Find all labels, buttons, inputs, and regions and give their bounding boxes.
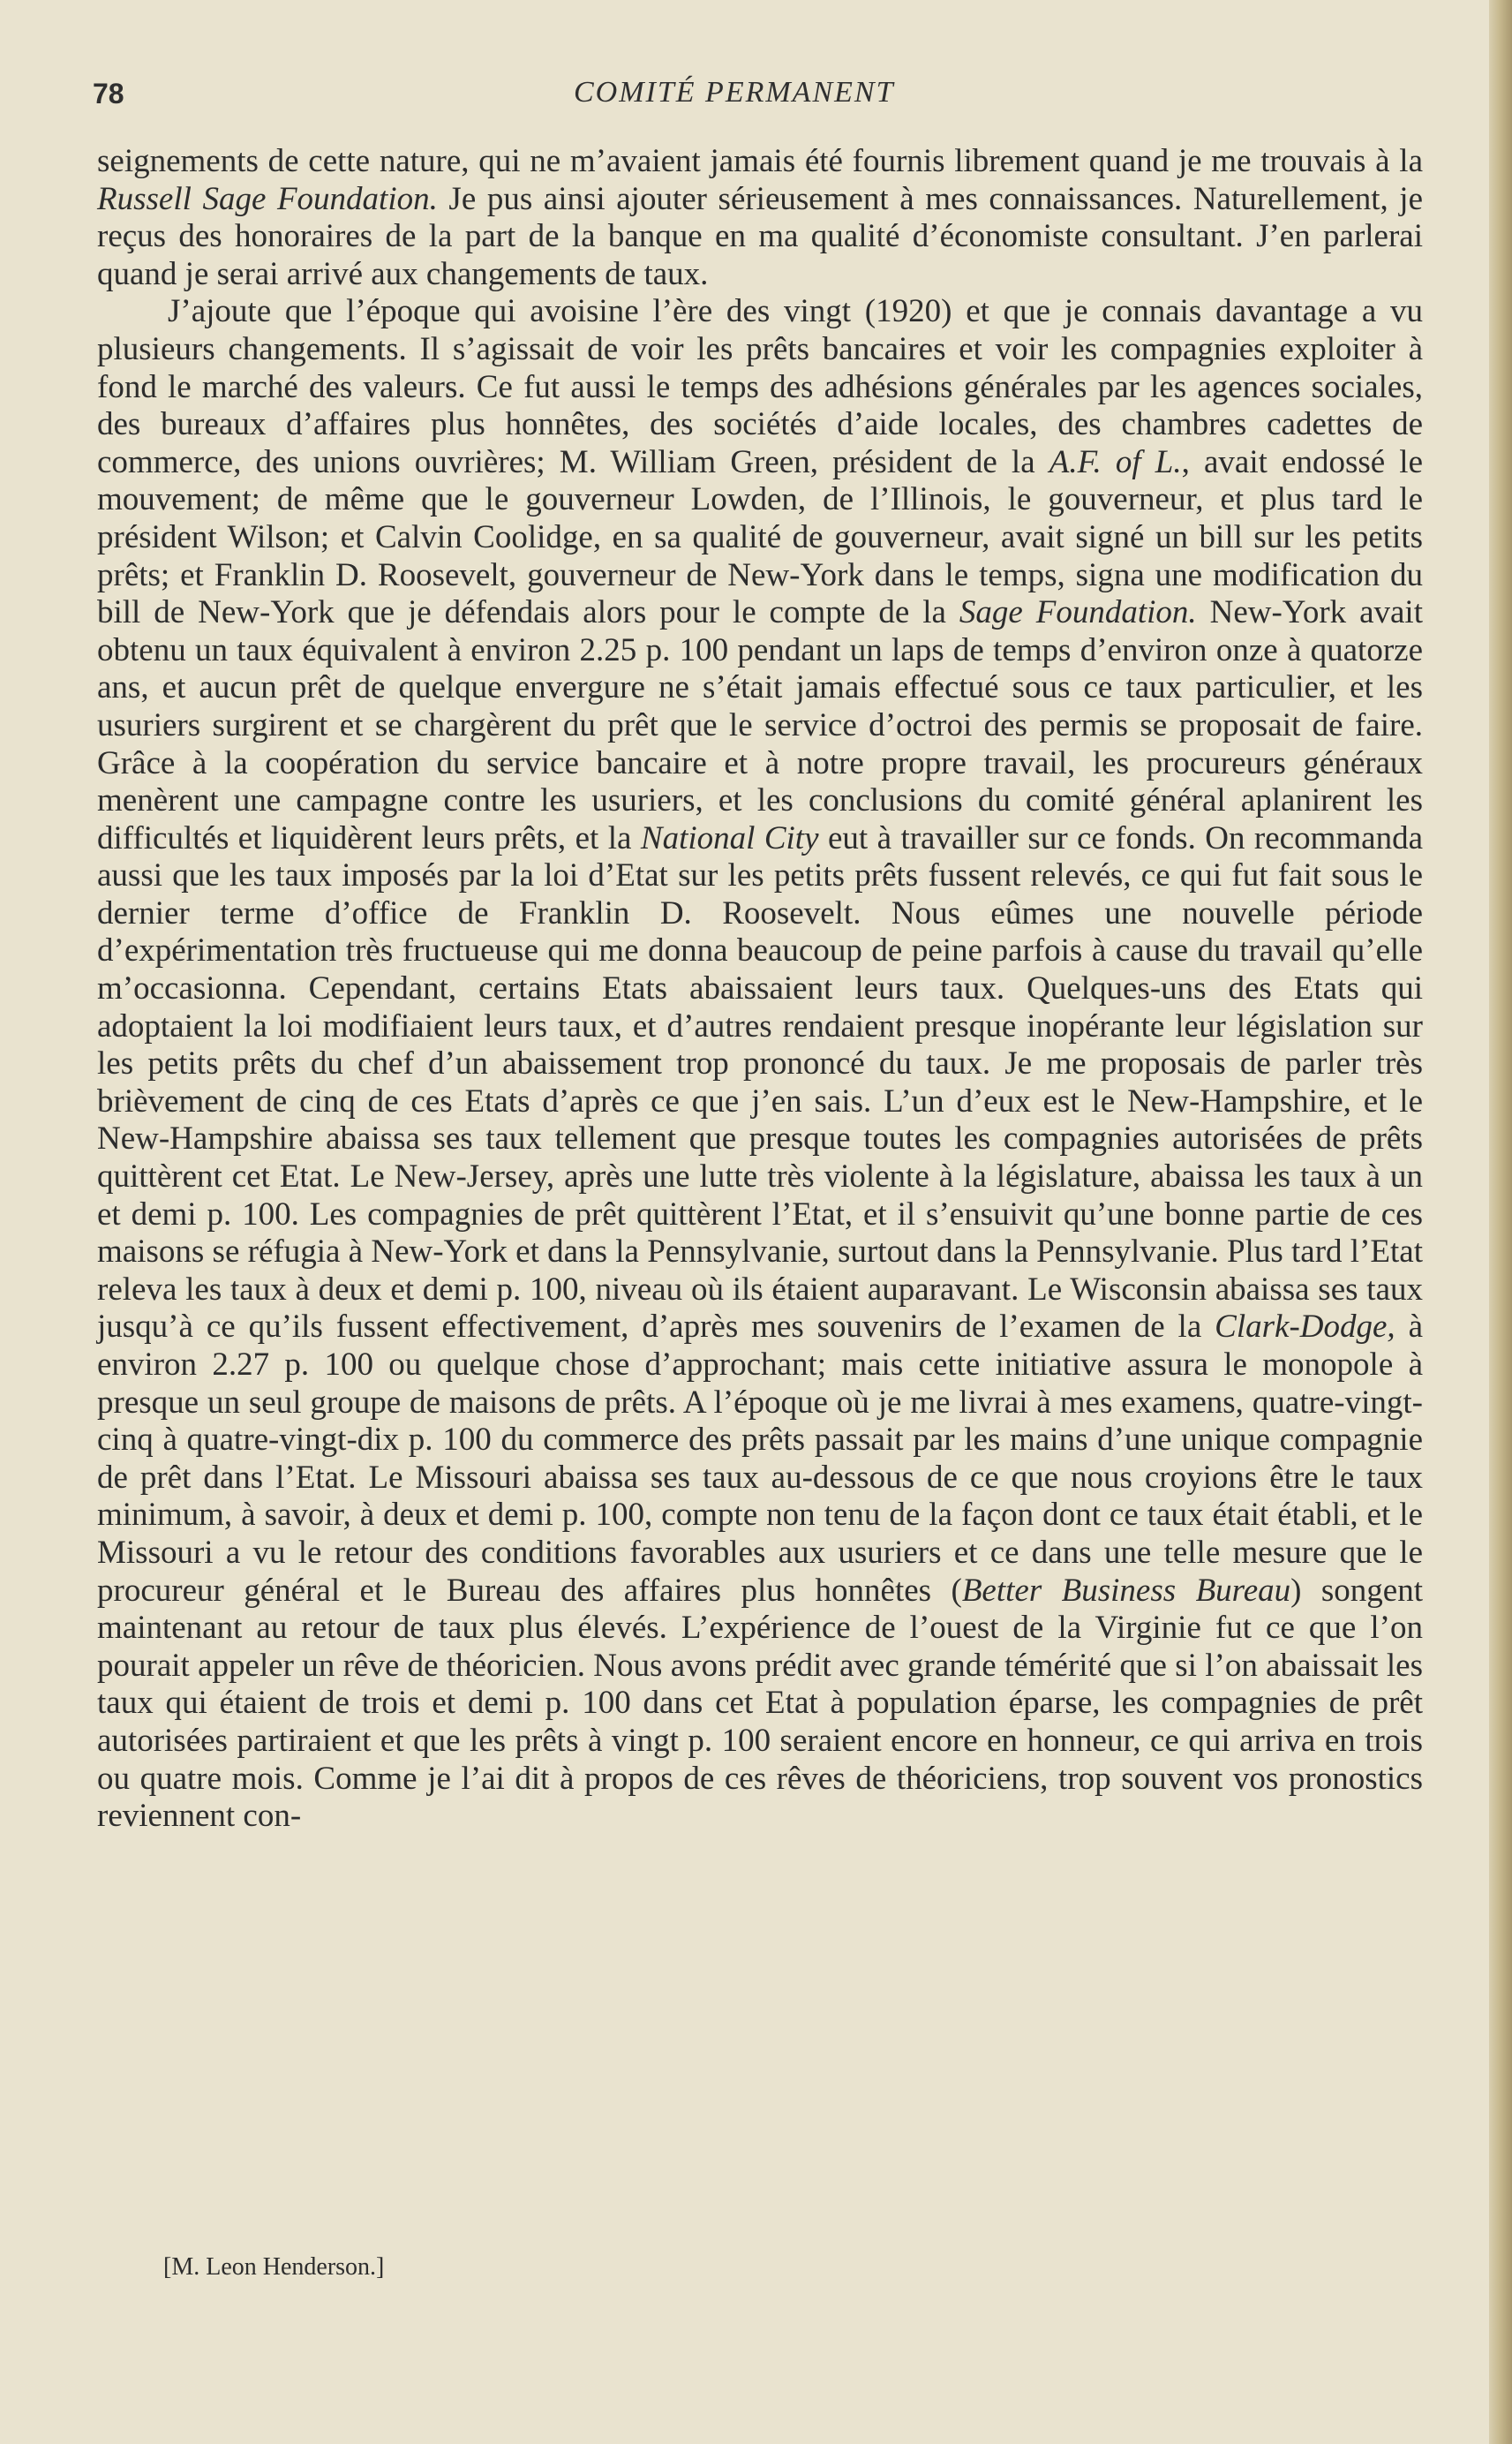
page-edge-shadow	[1489, 0, 1512, 2444]
page-number: 78	[93, 78, 124, 109]
speaker-footnote: [M. Leon Henderson.]	[163, 2253, 385, 2281]
paragraph-1: seignements de cette nature, qui ne m’avaient jamais été fournis librement quand je me trouvais à la Russell Sage Foundation. Je pus ainsi ajouter sérieusement à mes connaissances. Naturellement, je reçus des honoraires de la part de la banque en ma qualité d’économiste consultant. J’en parlerai quand je serai arrivé aux changements de taux.	[97, 143, 1423, 292]
running-title: COMITÉ PERMANENT	[574, 76, 895, 109]
body-text	[97, 143, 1423, 1836]
paragraph-2: J’ajoute que l’époque qui avoisine l’ère des vingt (1920) et que je connais davantage a vu plusieurs changements. Il s’agissait de voir les prêts bancaires et voir les compagnies exploiter à fond le marché des valeurs. Ce fut aussi le temps des adhésions générales par les agences sociales, des bureaux d’affaires plus honnêtes, des sociétés d’aide locales, des chambres cadettes de commerce, des unions ouvrières; M. William Green, président de la A.F. of L., avait endossé le mouvement; de même que le gouverneur Lowden, de l’Illinois, le gouverneur, et plus tard le président Wilson; et Calvin Coolidge, en sa qualité de gouverneur, avait signé un bill sur les petits prêts; et Franklin D. Roosevelt, gouverneur de New-York dans le temps, signa une modification du bill de New-York que je défendais alors pour le compte de la Sage Foundation. New-York avait obtenu un taux équivalent à environ 2.25 p. 100 pendant un laps de temps d’environ onze à quatorze ans, et aucun prêt de quelque envergure ne s’était jamais effectué sous ce taux particulier, et les usuriers surgirent et se chargèrent du prêt que le service d’octroi des permis se proposait de faire. Grâce à la coopération du service bancaire et à notre propre travail, les procureurs généraux menèrent une campagne contre les usuriers, et les conclusions du comité général aplanirent les difficultés et liquidèrent leurs prêts, et la National City eut à travailler sur ce fonds. On recommanda aussi que les taux imposés par la loi d’Etat sur les petits prêts fussent relevés, ce qui fut fait sous le dernier terme d’office de Franklin D. Roosevelt. Nous eûmes une nouvelle période d’expérimentation très fructueuse qui me donna beaucoup de peine parfois à cause du travail qu’elle m’occasionna. Cependant, certains Etats abaissaient leurs taux. Quelques-uns des Etats qui adoptaient la loi modifiaient leurs taux, et d’autres rendaient presque inopérante leur législation sur les petits prêts du chef d’un abaissement trop prononcé du taux. Je me proposais de parler très brièvement de cinq de ces Etats d’après ce que j’en sais. L’un d’eux est le New-Hampshire, et le New-Hampshire abaissa ses taux tellement que presque toutes les compagnies autorisées de prêts quittèrent cet Etat. Le New-Jersey, après une lutte très violente à la législature, abaissa les taux à un et demi p. 100. Les compagnies de prêt quittèrent l’Etat, et il s’ensuivit qu’une bonne partie de ces maisons se réfugia à New-York et dans la Pennsylvanie, surtout dans la Pennsylvanie. Plus tard l’Etat releva les taux à deux et demi p. 100, niveau où ils étaient auparavant. Le Wisconsin abaissa ses taux jusqu’à ce qu’ils fussent effectivement, d’après mes souvenirs de l’examen de la Clark-Dodge, à environ 2.27 p. 100 ou quelque chose d’approchant; mais cette initiative assura le monopole à presque un seul groupe de maisons de prêts. A l’époque où je me livrai à mes examens, quatre-vingt-cinq à quatre-vingt-dix p. 100 du commerce des prêts passait par les mains d’une unique compagnie de prêt dans l’Etat. Le Missouri abaissa ses taux au-dessous de ce que nous croyions être le taux minimum, à savoir, à deux et demi p. 100, compte non tenu de la façon dont ce taux était établi, et le Missouri a vu le retour des conditions favorables aux usuriers et ce dans une telle mesure que le procureur général et le Bureau des affaires plus honnêtes (Better Business Bureau) songent maintenant au retour de taux plus élevés. L’expérience de l’ouest de la Virginie fut ce que l’on pourait appeler un rêve de théoricien. Nous avons prédit avec grande témérité que si l’on abaissait les taux qui étaient de trois et demi p. 100 dans cet Etat à population éparse, les compagnies de prêt autorisées partiraient et que les prêts à vingt p. 100 seraient encore en honneur, ce qui arriva en trois ou quatre mois. Comme je l’ai dit à propos de ces rêves de théoriciens, trop souvent vos pronostics reviennent con-	[97, 293, 1424, 1835]
